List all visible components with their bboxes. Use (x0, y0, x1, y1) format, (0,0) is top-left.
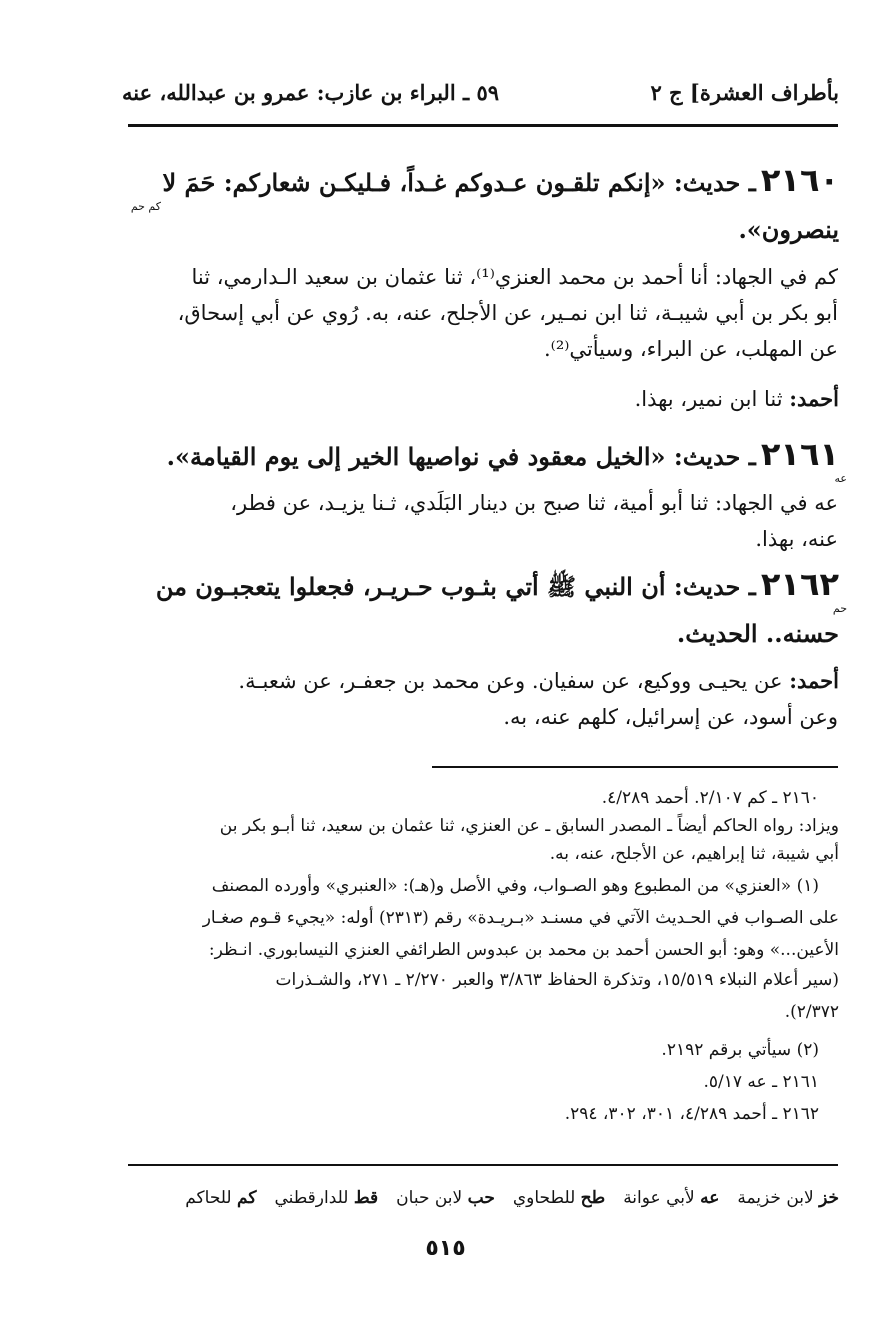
legend-text: للحاكم (185, 1188, 232, 1208)
ahmad-note (238, 664, 839, 698)
hadith-text-continued: ينصرون». (738, 215, 839, 244)
legend-code: كم (237, 1188, 257, 1208)
footnote-line: ٢١٦١ ـ عه ٥/١٧. (703, 1072, 819, 1092)
margin-source-code: كم حم (130, 200, 161, 213)
header-book-title: بأطراف العشرة] ج ٢ (650, 80, 839, 105)
hadith-text: ـ حديث: أن النبي ﷺ أتي بثـوب حـريـر، فجعلوا يتعجبـون من (155, 572, 756, 601)
source-text: عن يحيـى ووكيع، عن سفيان. وعن محمد بن جعفـر، عن شعبـة. (238, 669, 783, 693)
isnad-line: أبو بكر بن أبي شيبـة، ثنا ابن نمـير، عن الأجلح، عنه، به. رُوي عن أبي إسحاق، (177, 301, 838, 325)
hadith-2162-heading (156, 562, 839, 612)
isnad-line: عن المهلب، عن البراء، وسيأتي⁽²⁾. (543, 337, 838, 361)
legend-code: حب (467, 1188, 495, 1208)
source-label: أحمد: (789, 386, 839, 411)
legend-item (737, 1184, 839, 1212)
margin-source-code: حم (832, 602, 847, 615)
legend-code: عه (700, 1188, 720, 1208)
footnote-line: أبي شيبة، ثنا إبراهيم، عن الأجلح، عنه، به. (549, 844, 839, 864)
legend-item (513, 1184, 605, 1212)
footnote-line: ٢/٣٧٢). (784, 1002, 839, 1022)
isnad-line: وعن أسود، عن إسرائيل، كلهم عنه، به. (503, 705, 838, 729)
legend-code: قط (353, 1188, 379, 1208)
footnote-line: ٢١٦٠ ـ كم ٢/١٠٧. أحمد ٤/٢٨٩. (601, 788, 819, 808)
legend-item (623, 1184, 719, 1212)
legend-text: لابن خزيمة (737, 1188, 814, 1208)
isnad-line: كم في الجهاد: أنا أحمد بن محمد العنزي⁽¹⁾، ثنا عثمان بن سعيد الـدارمي، ثنا (191, 265, 838, 289)
legend-text: للطحاوي (512, 1188, 576, 1208)
header-chapter-title: ٥٩ ـ البراء بن عازب: عمرو بن عبدالله، عنه (122, 80, 499, 105)
ahmad-note (635, 382, 839, 416)
hadith-2160-heading (162, 158, 839, 208)
footnote-separator (432, 766, 838, 768)
hadith-number: ٢١٦١ (760, 435, 839, 473)
hadith-number: ٢١٦٠ (760, 161, 839, 199)
isnad-line: عه في الجهاد: ثنا أبو أمية، ثنا صبح بن دينار البَلَدي، ثـنا يزيـد، عن فطر، (230, 491, 838, 515)
footnote-line: ٢١٦٢ ـ أحمد ٤/٢٨٩، ٣٠١، ٣٠٢، ٢٩٤. (564, 1104, 819, 1124)
footnote-line: (٢) سيأتي برقم ٢١٩٢. (661, 1040, 819, 1060)
footnote-line: الأعين...» وهو: أبو الحسن أحمد بن محمد بن عبدوس الطرائفي العنزي النيسابوري. انـظر: (208, 940, 839, 960)
footnote-line: (١) «العنزي» من المطبوع وهو الصـواب، وفي الأصل و(هـ): «العنبري» وأورده المصنف (211, 876, 819, 896)
legend-item (274, 1184, 378, 1212)
legend-item (185, 1184, 256, 1212)
header-rule (128, 124, 838, 127)
hadith-text: ـ حديث: «الخيل معقود في نواصيها الخير إلى يوم القيامة». (166, 442, 756, 471)
legend-item (396, 1184, 495, 1212)
hadith-number: ٢١٦٢ (760, 565, 839, 603)
hadith-2161-heading (167, 432, 839, 482)
legend-text: لابن حبان (396, 1188, 463, 1208)
hadith-text-continued: حسنه.. الحديث. (676, 619, 839, 648)
legend-text: لأبي عوانة (623, 1188, 695, 1208)
footnote-line: (سير أعلام النبلاء ١٥/٥١٩، وتذكرة الحفاظ ٣/٨٦٣ والعبر ٢/٢٧٠ ـ ٢٧١، والشـذرات (275, 970, 839, 990)
legend-text: للدارقطني (274, 1188, 349, 1208)
source-text: ثنا ابن نمير، بهذا. (634, 387, 783, 411)
footnote-line: ويزاد: رواه الحاكم أيضاً ـ المصدر السابق ـ عن العنزي، ثنا عثمان بن سعيد، ثنا أبـو بكر بن (219, 816, 839, 836)
isnad-line: عنه، بهذا. (755, 527, 838, 551)
legend-code: طح (580, 1188, 606, 1208)
legend-code: خز (819, 1188, 839, 1208)
legend-rule (128, 1164, 838, 1166)
footnote-line: على الصـواب في الحـديث الآتي في مسنـد «بـريـدة» رقم (٢٣١٣) أوله: «يجيء قـوم صغـار (202, 908, 839, 928)
abbreviation-legend (167, 1184, 839, 1212)
hadith-text: ـ حديث: «إنكم تلقـون عـدوكم غـداً، فـليكـن شعاركم: حَمَ لا (162, 168, 756, 197)
margin-source-code: عه (834, 472, 847, 485)
page-number: ٥١٥ (425, 1236, 466, 1261)
source-label: أحمد: (789, 668, 839, 693)
